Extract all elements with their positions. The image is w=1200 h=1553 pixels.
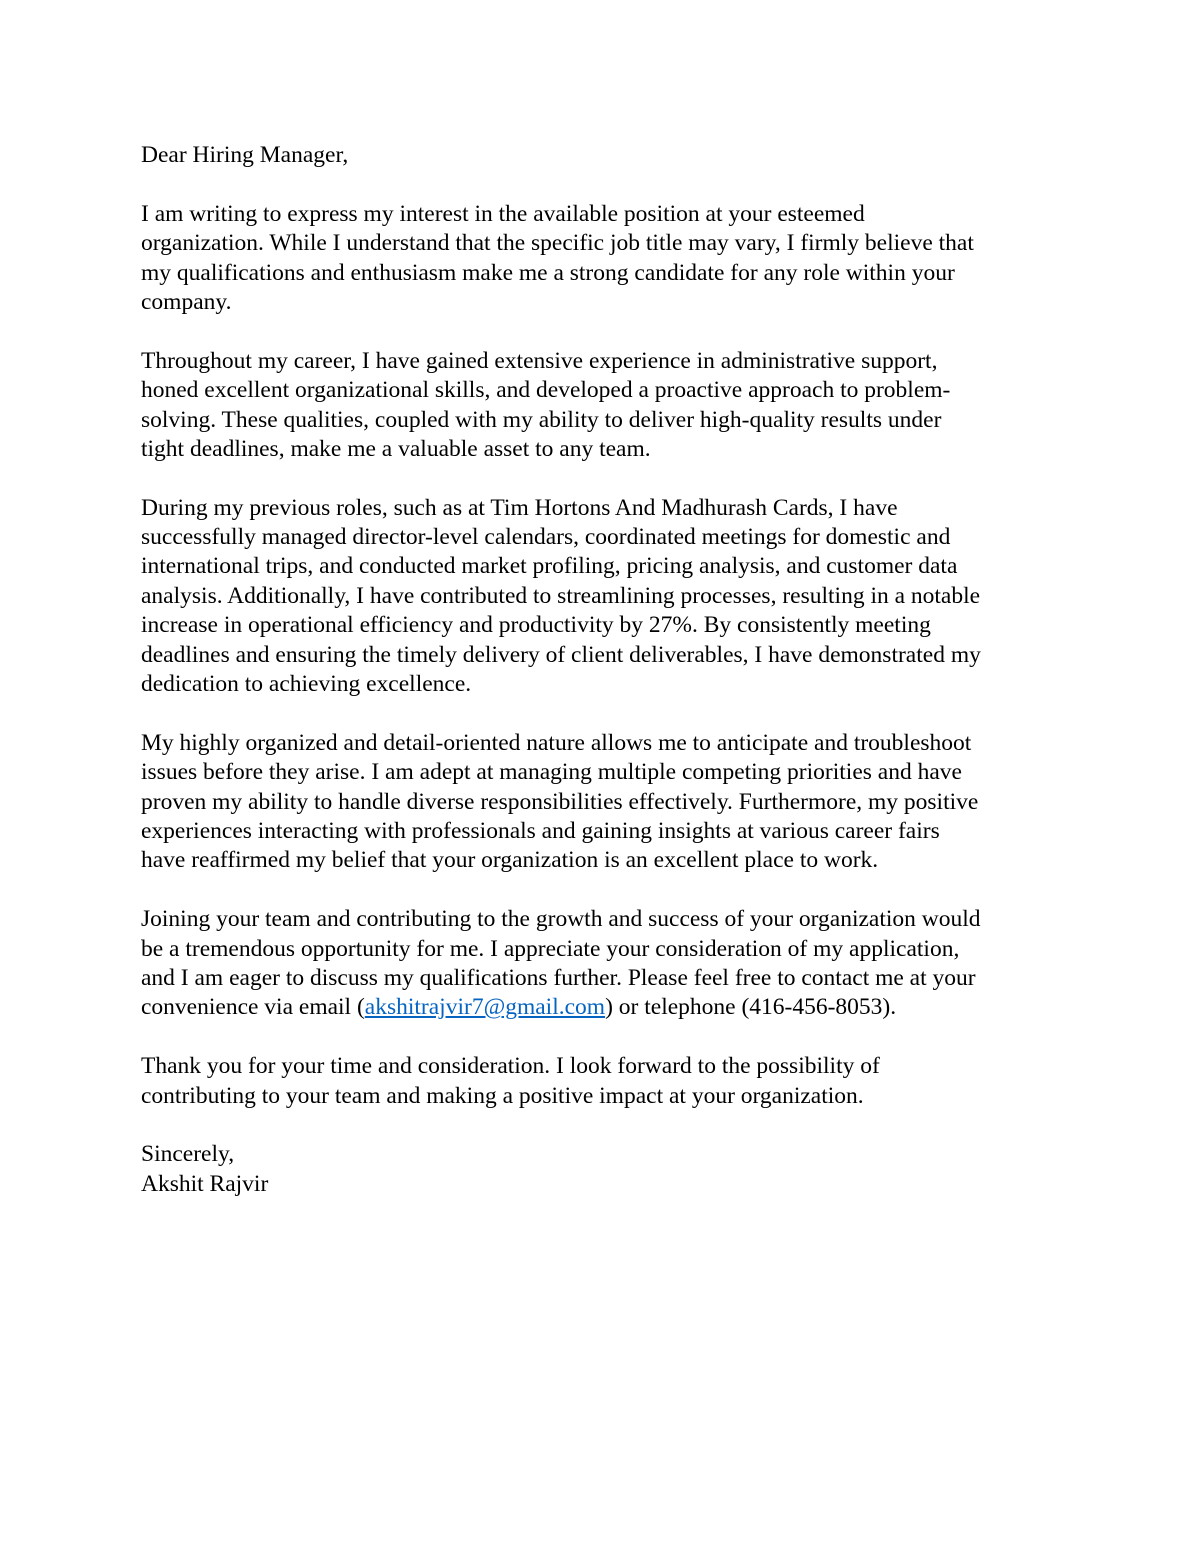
- text-line: increase in operational efficiency and productivity by 27%. By consistently meeting: [141, 612, 931, 639]
- text-line: analysis. Additionally, I have contributed to streamlining processes, resulting in a notable: [141, 582, 981, 609]
- text-line: issues before they arise. I am adept at managing multiple competing priorities and have: [141, 759, 962, 786]
- contact-text-after: ) or telephone (416-456-8053).: [605, 994, 897, 1021]
- text-line: My highly organized and detail-oriented nature allows me to anticipate and troubleshoot: [141, 729, 972, 756]
- text-line: company.: [141, 288, 232, 315]
- text-line: experiences interacting with professionals and gaining insights at various career fairs: [141, 817, 940, 844]
- signature: Akshit Rajvir: [141, 1170, 269, 1197]
- paragraph-organized-nature: [141, 729, 1071, 876]
- text-line: my qualifications and enthusiasm make me a strong candidate for any role within your: [141, 259, 955, 286]
- text-line: and I am eager to discuss my qualifications further. Please feel free to contact me at your: [141, 964, 976, 991]
- text-line: I am writing to express my interest in the available position at your esteemed: [141, 200, 865, 227]
- text-line: Thank you for your time and consideration. I look forward to the possibility of: [141, 1053, 880, 1080]
- paragraph-contact: [141, 905, 1071, 1023]
- contact-line: [141, 993, 1071, 1022]
- email-link[interactable]: akshitrajvir7@gmail.com: [364, 994, 606, 1021]
- paragraph-experience: [141, 347, 1071, 465]
- closing: Sincerely,: [141, 1141, 235, 1168]
- cover-letter-body: [141, 141, 1071, 1199]
- text-line: dedication to achieving excellence.: [141, 671, 472, 698]
- salutation-text: Dear Hiring Manager,: [141, 142, 349, 168]
- text-line: Throughout my career, I have gained extensive experience in administrative support,: [141, 347, 938, 374]
- text-line: be a tremendous opportunity for me. I appreciate your consideration of my application,: [141, 935, 960, 962]
- text-line: contributing to your team and making a positive impact at your organization.: [141, 1082, 864, 1109]
- text-line: honed excellent organizational skills, and developed a proactive approach to problem-: [141, 377, 951, 404]
- text-line: proven my ability to handle diverse responsibilities effectively. Furthermore, my positive: [141, 788, 979, 815]
- salutation: [141, 141, 1071, 170]
- text-line: international trips, and conducted market profiling, pricing analysis, and customer data: [141, 553, 958, 580]
- text-line: organization. While I understand that the specific job title may vary, I firmly believe that: [141, 230, 974, 257]
- paragraph-thanks: [141, 1052, 1071, 1111]
- paragraph-intro: [141, 200, 1071, 318]
- text-line: solving. These qualities, coupled with my ability to deliver high-quality results under: [141, 406, 942, 433]
- text-line: Joining your team and contributing to the growth and success of your organization would: [141, 906, 981, 933]
- contact-text-before: convenience via email (: [141, 994, 365, 1021]
- text-line: During my previous roles, such as at Tim Hortons And Madhurash Cards, I have: [141, 494, 898, 521]
- text-line: tight deadlines, make me a valuable asset to any team.: [141, 435, 651, 462]
- sign-off: [141, 1140, 1071, 1199]
- paragraph-previous-roles: [141, 494, 1071, 700]
- text-line: have reaffirmed my belief that your organization is an excellent place to work.: [141, 847, 879, 874]
- text-line: deadlines and ensuring the timely delivery of client deliverables, I have demonstrated my: [141, 641, 981, 668]
- text-line: successfully managed director-level calendars, coordinated meetings for domestic and: [141, 524, 951, 551]
